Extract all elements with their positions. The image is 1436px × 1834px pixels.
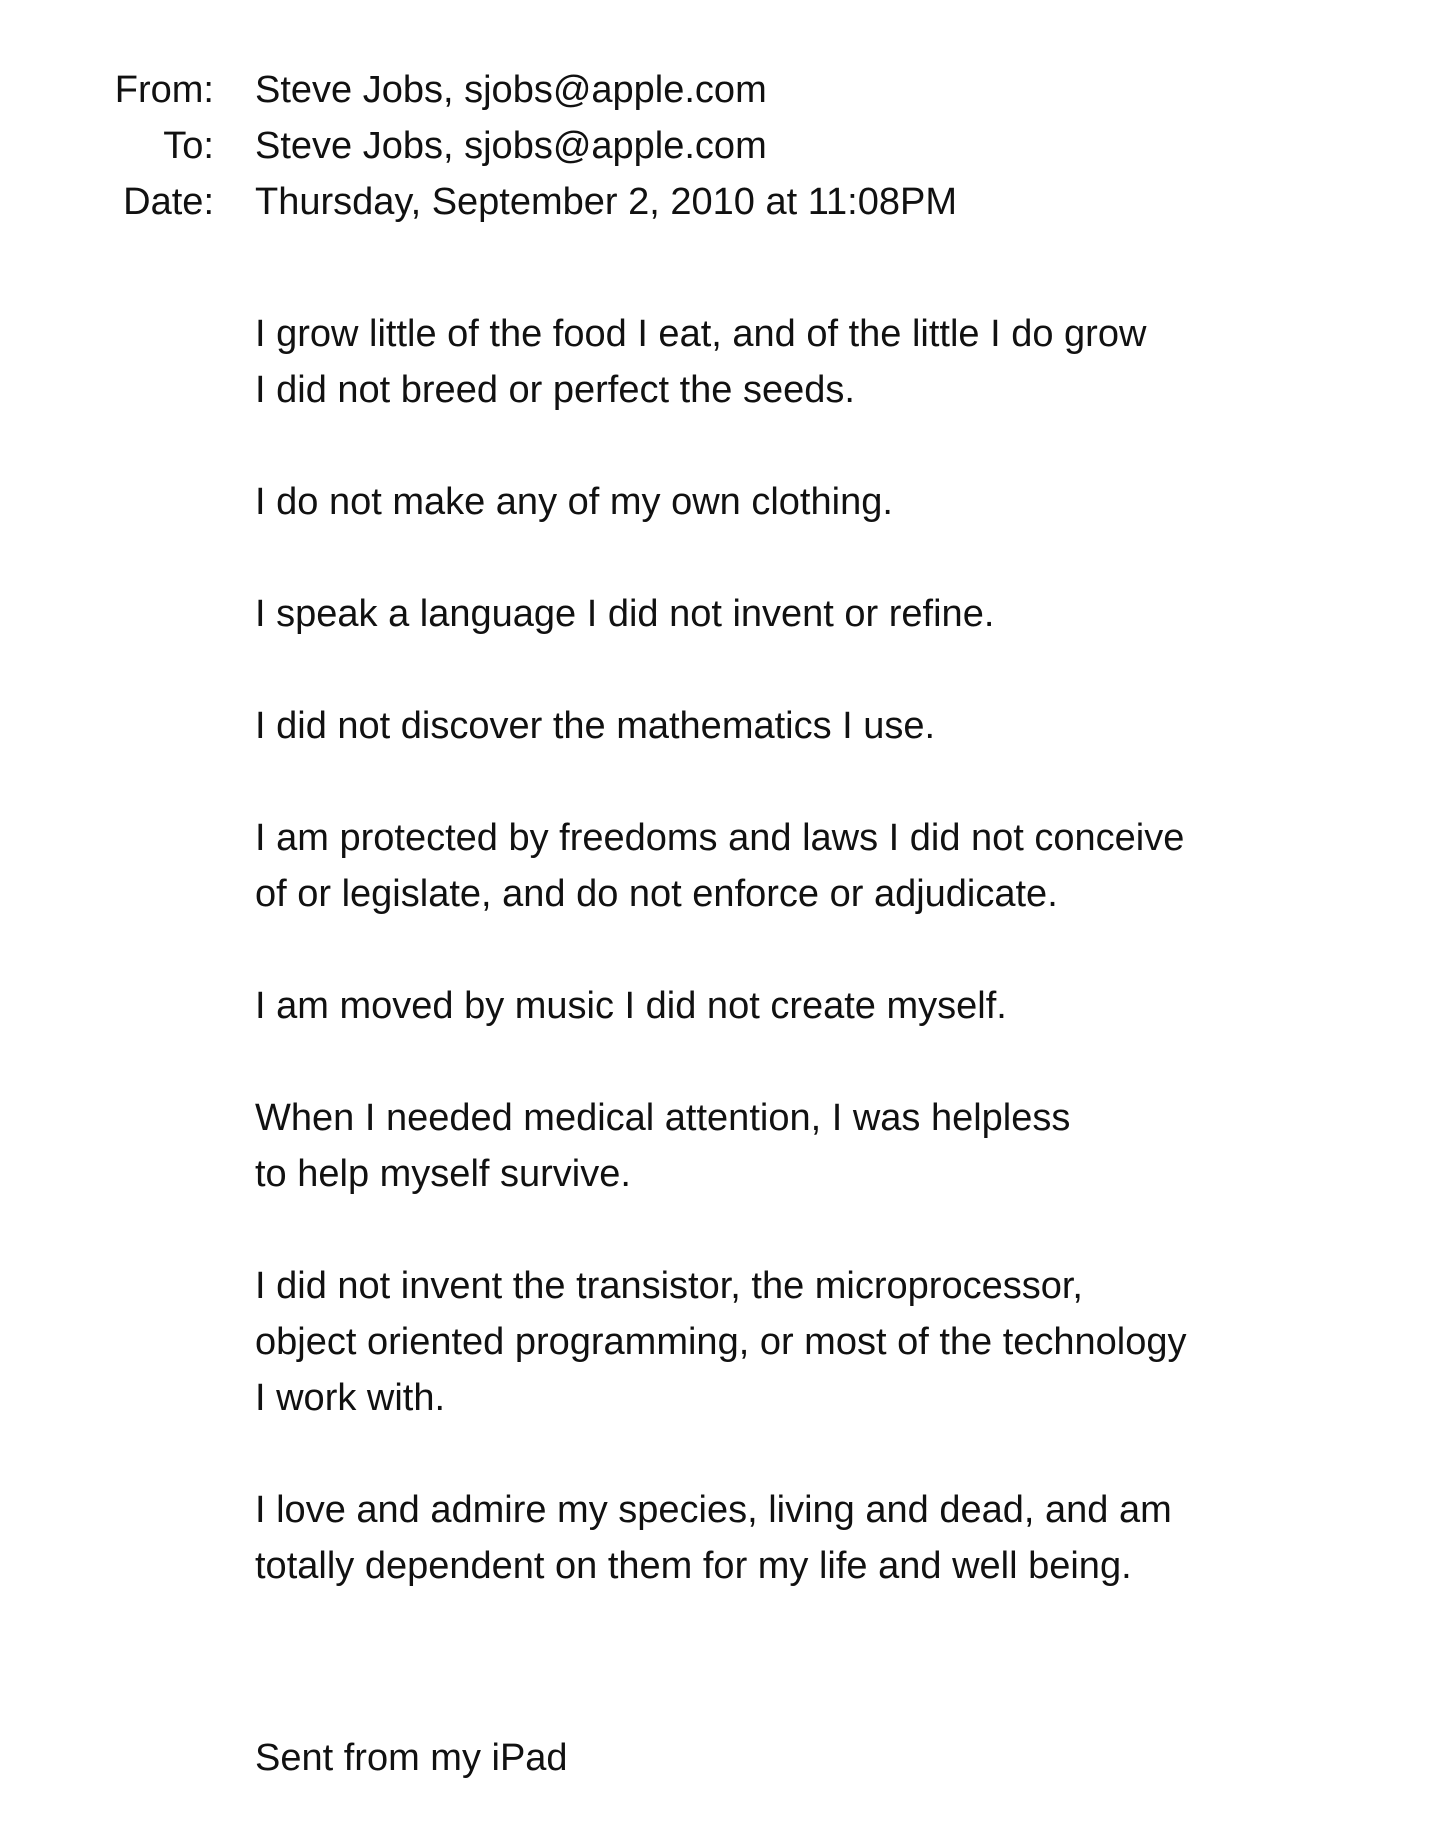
body-line: object oriented programming, or most of the technology <box>255 1321 1187 1363</box>
paragraph-food <box>255 306 1375 418</box>
paragraph-technology <box>255 1258 1375 1426</box>
email-header <box>0 62 1436 230</box>
body-line: I did not breed or perfect the seeds. <box>255 369 855 411</box>
body-line: I did not invent the transistor, the microprocessor, <box>255 1265 1083 1307</box>
paragraph-species <box>255 1482 1375 1594</box>
from-value: Steve Jobs, sjobs@apple.com <box>255 69 767 111</box>
paragraph-clothing <box>255 474 1375 530</box>
to-label: To: <box>163 125 214 167</box>
body-line: of or legislate, and do not enforce or adjudicate. <box>255 873 1058 915</box>
paragraph-music <box>255 978 1375 1034</box>
body-line: I grow little of the food I eat, and of the little I do grow <box>255 313 1147 355</box>
date-label: Date: <box>123 181 214 223</box>
body-line: I work with. <box>255 1377 446 1419</box>
from-row <box>0 62 1436 118</box>
paragraph-mathematics <box>255 698 1375 754</box>
to-row <box>0 118 1436 174</box>
body-line: totally dependent on them for my life and well being. <box>255 1545 1132 1587</box>
body-line: I am moved by music I did not create myself. <box>255 985 1007 1027</box>
paragraph-language <box>255 586 1375 642</box>
body-line: I did not discover the mathematics I use. <box>255 705 936 747</box>
email-signature: Sent from my iPad <box>255 1737 568 1779</box>
body-line: When I needed medical attention, I was helpless <box>255 1097 1071 1139</box>
body-line: to help myself survive. <box>255 1153 631 1195</box>
body-line: I do not make any of my own clothing. <box>255 481 893 523</box>
email-body <box>255 306 1375 1650</box>
body-line: I love and admire my species, living and dead, and am <box>255 1489 1172 1531</box>
date-row <box>0 174 1436 230</box>
body-line: I speak a language I did not invent or refine. <box>255 593 995 635</box>
body-line: I am protected by freedoms and laws I did not conceive <box>255 817 1185 859</box>
date-value: Thursday, September 2, 2010 at 11:08PM <box>255 181 957 223</box>
to-value: Steve Jobs, sjobs@apple.com <box>255 125 767 167</box>
from-label: From: <box>114 69 214 111</box>
paragraph-medical <box>255 1090 1375 1202</box>
paragraph-freedoms <box>255 810 1375 922</box>
